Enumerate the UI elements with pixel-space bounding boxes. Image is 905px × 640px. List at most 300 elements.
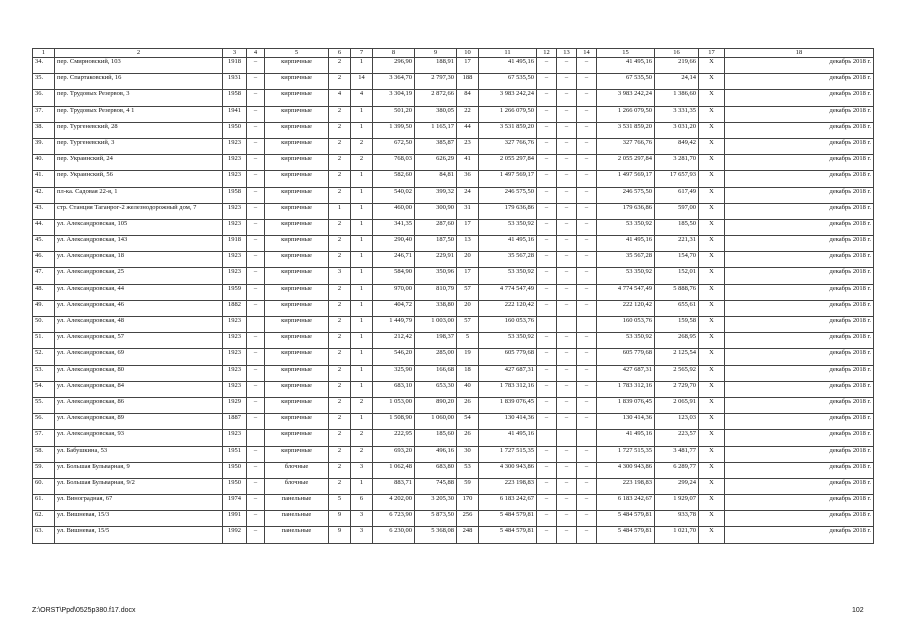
cell-residents: 17: [457, 219, 479, 235]
cell-address: ул. Александровская, 143: [55, 236, 223, 252]
cell-fund-cost: –: [537, 397, 557, 413]
cell-year-reconstructed: –: [247, 511, 265, 527]
cell-living-area: 890,20: [415, 397, 457, 413]
cell-residents: 59: [457, 478, 479, 494]
cell-total-area: 883,71: [373, 478, 415, 494]
cell-regional-cost: –: [557, 333, 577, 349]
cell-row-number: 56.: [33, 414, 55, 430]
cell-year-built: 1951: [223, 446, 247, 462]
cell-floors: 2: [329, 462, 351, 478]
cell-entrances: 1: [351, 122, 373, 138]
cell-year-built: 1931: [223, 74, 247, 90]
cell-total-cost: 130 414,36: [479, 414, 537, 430]
cell-residents: 24: [457, 187, 479, 203]
cell-year-reconstructed: [247, 317, 265, 333]
cell-year-built: 1918: [223, 236, 247, 252]
cell-floors: 1: [329, 203, 351, 219]
cell-total-cost: 53 350,92: [479, 268, 537, 284]
cell-total-area: 540,02: [373, 187, 415, 203]
cell-living-area: 198,37: [415, 333, 457, 349]
column-header-limit-cost: 17: [699, 49, 725, 58]
cell-limit-cost: X: [699, 284, 725, 300]
cell-owner-cost: 130 414,36: [597, 414, 655, 430]
cell-year-built: 1923: [223, 349, 247, 365]
cell-entrances: 1: [351, 317, 373, 333]
cell-total-area: 584,90: [373, 268, 415, 284]
cell-owner-cost: 179 636,86: [597, 203, 655, 219]
table-row: [33, 300, 874, 316]
cell-total-cost: 41 495,16: [479, 236, 537, 252]
cell-floors: 2: [329, 333, 351, 349]
cell-regional-cost: –: [557, 462, 577, 478]
cell-completion-date: декабрь 2018 г.: [725, 90, 874, 106]
cell-entrances: 1: [351, 381, 373, 397]
cell-total-cost: 2 055 297,84: [479, 155, 537, 171]
cell-fund-cost: –: [537, 155, 557, 171]
column-header-total-cost: 11: [479, 49, 537, 58]
cell-wall-material: кирпичные: [265, 397, 329, 413]
cell-regional-cost: –: [557, 90, 577, 106]
table-row: [33, 284, 874, 300]
cell-local-cost: –: [577, 495, 597, 511]
cell-year-built: 1923: [223, 381, 247, 397]
column-header-total-area: 8: [373, 49, 415, 58]
cell-fund-cost: [537, 430, 557, 446]
cell-year-built: 1992: [223, 527, 247, 543]
cell-wall-material: кирпичные: [265, 106, 329, 122]
cell-completion-date: декабрь 2018 г.: [725, 478, 874, 494]
cell-floors: 2: [329, 414, 351, 430]
cell-wall-material: кирпичные: [265, 155, 329, 171]
cell-completion-date: декабрь 2018 г.: [725, 349, 874, 365]
cell-total-cost: 41 495,16: [479, 58, 537, 74]
cell-entrances: 1: [351, 58, 373, 74]
cell-floors: 2: [329, 365, 351, 381]
cell-year-built: 1923: [223, 430, 247, 446]
cell-living-area: 385,87: [415, 138, 457, 154]
cell-total-area: 582,60: [373, 171, 415, 187]
cell-living-area: 166,68: [415, 365, 457, 381]
cell-owner-cost: 246 575,50: [597, 187, 655, 203]
table-row: [33, 349, 874, 365]
cell-floors: 2: [329, 381, 351, 397]
cell-floors: 2: [329, 446, 351, 462]
cell-total-area: 546,20: [373, 349, 415, 365]
cell-living-area: 2 797,30: [415, 74, 457, 90]
cell-unit-cost: 3 331,35: [655, 106, 699, 122]
cell-limit-cost: X: [699, 397, 725, 413]
cell-completion-date: декабрь 2018 г.: [725, 219, 874, 235]
cell-residents: 54: [457, 414, 479, 430]
cell-local-cost: –: [577, 446, 597, 462]
cell-year-reconstructed: [247, 430, 265, 446]
cell-residents: 5: [457, 333, 479, 349]
cell-local-cost: –: [577, 397, 597, 413]
column-header-floors: 6: [329, 49, 351, 58]
cell-row-number: 37.: [33, 106, 55, 122]
cell-row-number: 57.: [33, 430, 55, 446]
cell-address: стр. Станция Таганрог-2 железнодорожный дом, 7: [55, 203, 223, 219]
table-row: [33, 252, 874, 268]
table-row: [33, 187, 874, 203]
cell-total-cost: 327 766,76: [479, 138, 537, 154]
table-body: [33, 58, 874, 544]
cell-entrances: 1: [351, 171, 373, 187]
cell-completion-date: декабрь 2018 г.: [725, 317, 874, 333]
cell-total-area: 460,00: [373, 203, 415, 219]
cell-total-cost: 4 300 943,86: [479, 462, 537, 478]
table-row: [33, 478, 874, 494]
cell-wall-material: кирпичные: [265, 414, 329, 430]
cell-row-number: 38.: [33, 122, 55, 138]
cell-total-area: 4 202,00: [373, 495, 415, 511]
cell-year-built: 1950: [223, 478, 247, 494]
cell-total-area: 6 723,90: [373, 511, 415, 527]
table-row: [33, 527, 874, 543]
cell-fund-cost: –: [537, 187, 557, 203]
cell-unit-cost: 24,14: [655, 74, 699, 90]
cell-fund-cost: –: [537, 74, 557, 90]
column-header-row-number: 1: [33, 49, 55, 58]
cell-row-number: 52.: [33, 349, 55, 365]
cell-limit-cost: X: [699, 349, 725, 365]
cell-row-number: 47.: [33, 268, 55, 284]
cell-living-area: 626,29: [415, 155, 457, 171]
cell-living-area: 229,91: [415, 252, 457, 268]
cell-local-cost: –: [577, 155, 597, 171]
cell-total-cost: 3 531 859,20: [479, 122, 537, 138]
cell-year-built: 1923: [223, 203, 247, 219]
cell-row-number: 45.: [33, 236, 55, 252]
cell-completion-date: декабрь 2018 г.: [725, 284, 874, 300]
cell-local-cost: [577, 430, 597, 446]
cell-local-cost: –: [577, 252, 597, 268]
cell-year-built: 1923: [223, 333, 247, 349]
cell-living-area: 683,80: [415, 462, 457, 478]
cell-entrances: 6: [351, 495, 373, 511]
cell-floors: 2: [329, 155, 351, 171]
cell-completion-date: декабрь 2018 г.: [725, 430, 874, 446]
cell-year-built: 1923: [223, 317, 247, 333]
cell-entrances: 1: [351, 268, 373, 284]
cell-total-cost: 223 198,83: [479, 478, 537, 494]
cell-local-cost: –: [577, 90, 597, 106]
cell-completion-date: декабрь 2018 г.: [725, 268, 874, 284]
cell-fund-cost: –: [537, 58, 557, 74]
cell-entrances: 1: [351, 365, 373, 381]
cell-completion-date: декабрь 2018 г.: [725, 252, 874, 268]
cell-wall-material: блочные: [265, 462, 329, 478]
cell-unit-cost: 3 031,20: [655, 122, 699, 138]
cell-completion-date: декабрь 2018 г.: [725, 203, 874, 219]
cell-local-cost: –: [577, 187, 597, 203]
cell-living-area: 185,60: [415, 430, 457, 446]
cell-wall-material: кирпичные: [265, 122, 329, 138]
table-row: [33, 90, 874, 106]
cell-address: ул. Большая Бульварная, 9/2: [55, 478, 223, 494]
cell-year-built: 1923: [223, 171, 247, 187]
cell-year-reconstructed: –: [247, 171, 265, 187]
cell-address: ул. Александровская, 89: [55, 414, 223, 430]
cell-local-cost: –: [577, 58, 597, 74]
cell-regional-cost: –: [557, 203, 577, 219]
cell-total-cost: 5 484 579,81: [479, 511, 537, 527]
cell-completion-date: декабрь 2018 г.: [725, 58, 874, 74]
cell-fund-cost: –: [537, 138, 557, 154]
cell-owner-cost: 3 531 859,20: [597, 122, 655, 138]
cell-total-cost: 67 535,50: [479, 74, 537, 90]
cell-year-built: 1950: [223, 462, 247, 478]
cell-year-built: 1923: [223, 252, 247, 268]
cell-wall-material: кирпичные: [265, 138, 329, 154]
cell-wall-material: кирпичные: [265, 333, 329, 349]
cell-row-number: 49.: [33, 300, 55, 316]
cell-year-reconstructed: –: [247, 90, 265, 106]
cell-owner-cost: 160 053,76: [597, 317, 655, 333]
cell-local-cost: –: [577, 138, 597, 154]
cell-owner-cost: 53 350,92: [597, 333, 655, 349]
cell-floors: 9: [329, 527, 351, 543]
cell-entrances: 2: [351, 138, 373, 154]
cell-fund-cost: –: [537, 333, 557, 349]
cell-residents: 26: [457, 397, 479, 413]
cell-fund-cost: –: [537, 365, 557, 381]
cell-regional-cost: –: [557, 106, 577, 122]
cell-address: пер. Трудовых Резервов, 3: [55, 90, 223, 106]
cell-completion-date: декабрь 2018 г.: [725, 122, 874, 138]
cell-floors: 2: [329, 284, 351, 300]
cell-living-area: 338,80: [415, 300, 457, 316]
cell-fund-cost: –: [537, 171, 557, 187]
cell-limit-cost: X: [699, 495, 725, 511]
cell-floors: 4: [329, 90, 351, 106]
cell-unit-cost: 1 386,60: [655, 90, 699, 106]
cell-year-built: 1941: [223, 106, 247, 122]
cell-local-cost: –: [577, 219, 597, 235]
cell-entrances: 3: [351, 511, 373, 527]
cell-limit-cost: X: [699, 90, 725, 106]
cell-total-cost: 53 350,92: [479, 333, 537, 349]
cell-floors: 2: [329, 106, 351, 122]
cell-limit-cost: X: [699, 511, 725, 527]
cell-residents: 31: [457, 203, 479, 219]
cell-unit-cost: 849,42: [655, 138, 699, 154]
cell-year-reconstructed: –: [247, 236, 265, 252]
cell-row-number: 61.: [33, 495, 55, 511]
cell-total-cost: 5 484 579,81: [479, 527, 537, 543]
cell-unit-cost: 3 281,70: [655, 155, 699, 171]
cell-wall-material: кирпичные: [265, 430, 329, 446]
cell-row-number: 36.: [33, 90, 55, 106]
cell-floors: 2: [329, 122, 351, 138]
cell-limit-cost: X: [699, 171, 725, 187]
cell-total-cost: 179 636,86: [479, 203, 537, 219]
cell-floors: 2: [329, 397, 351, 413]
cell-year-built: 1958: [223, 187, 247, 203]
table-row: [33, 58, 874, 74]
cell-entrances: 1: [351, 284, 373, 300]
cell-owner-cost: 41 495,16: [597, 430, 655, 446]
cell-limit-cost: X: [699, 333, 725, 349]
cell-year-reconstructed: –: [247, 495, 265, 511]
column-header-wall-material: 5: [265, 49, 329, 58]
cell-residents: 84: [457, 90, 479, 106]
cell-local-cost: –: [577, 462, 597, 478]
cell-total-cost: 41 495,16: [479, 430, 537, 446]
cell-row-number: 46.: [33, 252, 55, 268]
cell-year-built: 1923: [223, 155, 247, 171]
cell-year-reconstructed: –: [247, 333, 265, 349]
cell-address: ул. Александровская, 93: [55, 430, 223, 446]
table-row: [33, 430, 874, 446]
cell-year-built: 1929: [223, 397, 247, 413]
cell-owner-cost: 1 266 079,50: [597, 106, 655, 122]
cell-row-number: 55.: [33, 397, 55, 413]
cell-address: ул. Александровская, 105: [55, 219, 223, 235]
cell-regional-cost: –: [557, 495, 577, 511]
cell-limit-cost: X: [699, 203, 725, 219]
cell-fund-cost: –: [537, 219, 557, 235]
cell-completion-date: декабрь 2018 г.: [725, 333, 874, 349]
cell-fund-cost: –: [537, 252, 557, 268]
cell-unit-cost: 159,58: [655, 317, 699, 333]
cell-total-cost: 53 350,92: [479, 219, 537, 235]
cell-regional-cost: –: [557, 397, 577, 413]
cell-entrances: 2: [351, 155, 373, 171]
cell-owner-cost: 1 839 076,45: [597, 397, 655, 413]
cell-completion-date: декабрь 2018 г.: [725, 462, 874, 478]
cell-row-number: 42.: [33, 187, 55, 203]
cell-living-area: 5 368,08: [415, 527, 457, 543]
table-row: [33, 381, 874, 397]
cell-owner-cost: 5 484 579,81: [597, 527, 655, 543]
cell-unit-cost: 617,49: [655, 187, 699, 203]
cell-address: ул. Александровская, 25: [55, 268, 223, 284]
cell-regional-cost: –: [557, 446, 577, 462]
cell-residents: 57: [457, 284, 479, 300]
cell-floors: 2: [329, 58, 351, 74]
table-row: [33, 365, 874, 381]
cell-address: пер. Украинский, 24: [55, 155, 223, 171]
column-number-row: [33, 49, 874, 58]
cell-address: ул. Бабушкина, 53: [55, 446, 223, 462]
cell-entrances: 1: [351, 349, 373, 365]
cell-address: ул. Александровская, 57: [55, 333, 223, 349]
cell-living-area: 285,00: [415, 349, 457, 365]
column-header-completion-date: 18: [725, 49, 874, 58]
cell-entrances: 1: [351, 414, 373, 430]
cell-entrances: 1: [351, 203, 373, 219]
table-row: [33, 155, 874, 171]
cell-wall-material: блочные: [265, 478, 329, 494]
cell-local-cost: –: [577, 333, 597, 349]
cell-living-area: 1 165,17: [415, 122, 457, 138]
cell-limit-cost: X: [699, 462, 725, 478]
cell-regional-cost: –: [557, 349, 577, 365]
column-header-address: 2: [55, 49, 223, 58]
cell-living-area: 380,05: [415, 106, 457, 122]
cell-total-cost: 35 567,28: [479, 252, 537, 268]
cell-unit-cost: 1 021,70: [655, 527, 699, 543]
cell-residents: 170: [457, 495, 479, 511]
cell-year-reconstructed: –: [247, 122, 265, 138]
cell-row-number: 59.: [33, 462, 55, 478]
housing-register-table: [32, 48, 874, 544]
cell-total-cost: 3 983 242,24: [479, 90, 537, 106]
cell-regional-cost: –: [557, 300, 577, 316]
cell-floors: 2: [329, 74, 351, 90]
cell-year-reconstructed: –: [247, 58, 265, 74]
cell-wall-material: кирпичные: [265, 219, 329, 235]
cell-entrances: 14: [351, 74, 373, 90]
column-header-owner-cost: 15: [597, 49, 655, 58]
cell-unit-cost: 17 657,93: [655, 171, 699, 187]
cell-unit-cost: 123,03: [655, 414, 699, 430]
cell-owner-cost: 5 484 579,81: [597, 511, 655, 527]
cell-entrances: 1: [351, 219, 373, 235]
cell-entrances: 2: [351, 446, 373, 462]
cell-local-cost: –: [577, 478, 597, 494]
cell-year-built: 1887: [223, 414, 247, 430]
column-header-local-cost: 14: [577, 49, 597, 58]
cell-residents: 248: [457, 527, 479, 543]
cell-unit-cost: 655,61: [655, 300, 699, 316]
column-header-residents: 10: [457, 49, 479, 58]
cell-limit-cost: X: [699, 430, 725, 446]
cell-owner-cost: 35 567,28: [597, 252, 655, 268]
cell-local-cost: –: [577, 365, 597, 381]
cell-year-reconstructed: –: [247, 284, 265, 300]
cell-living-area: 350,96: [415, 268, 457, 284]
cell-regional-cost: –: [557, 187, 577, 203]
cell-completion-date: декабрь 2018 г.: [725, 414, 874, 430]
cell-regional-cost: –: [557, 74, 577, 90]
cell-residents: 41: [457, 155, 479, 171]
cell-fund-cost: –: [537, 106, 557, 122]
cell-regional-cost: –: [557, 155, 577, 171]
cell-unit-cost: 154,70: [655, 252, 699, 268]
cell-limit-cost: X: [699, 365, 725, 381]
cell-fund-cost: –: [537, 90, 557, 106]
cell-owner-cost: 6 183 242,67: [597, 495, 655, 511]
cell-year-reconstructed: –: [247, 203, 265, 219]
cell-address: ул. Александровская, 48: [55, 317, 223, 333]
cell-fund-cost: –: [537, 462, 557, 478]
cell-year-built: 1958: [223, 90, 247, 106]
cell-regional-cost: –: [557, 478, 577, 494]
cell-total-area: 290,40: [373, 236, 415, 252]
cell-total-area: 970,00: [373, 284, 415, 300]
cell-residents: 17: [457, 268, 479, 284]
cell-living-area: 5 873,50: [415, 511, 457, 527]
cell-floors: 2: [329, 187, 351, 203]
cell-limit-cost: X: [699, 317, 725, 333]
cell-row-number: 41.: [33, 171, 55, 187]
cell-total-cost: 222 120,42: [479, 300, 537, 316]
column-header-year-reconstructed: 4: [247, 49, 265, 58]
cell-living-area: 188,91: [415, 58, 457, 74]
cell-wall-material: панельные: [265, 511, 329, 527]
cell-completion-date: декабрь 2018 г.: [725, 155, 874, 171]
cell-total-area: 683,10: [373, 381, 415, 397]
cell-limit-cost: X: [699, 252, 725, 268]
cell-row-number: 63.: [33, 527, 55, 543]
cell-owner-cost: 1 783 312,16: [597, 381, 655, 397]
cell-total-cost: 6 183 242,67: [479, 495, 537, 511]
cell-floors: 2: [329, 219, 351, 235]
cell-limit-cost: X: [699, 446, 725, 462]
cell-residents: 17: [457, 58, 479, 74]
